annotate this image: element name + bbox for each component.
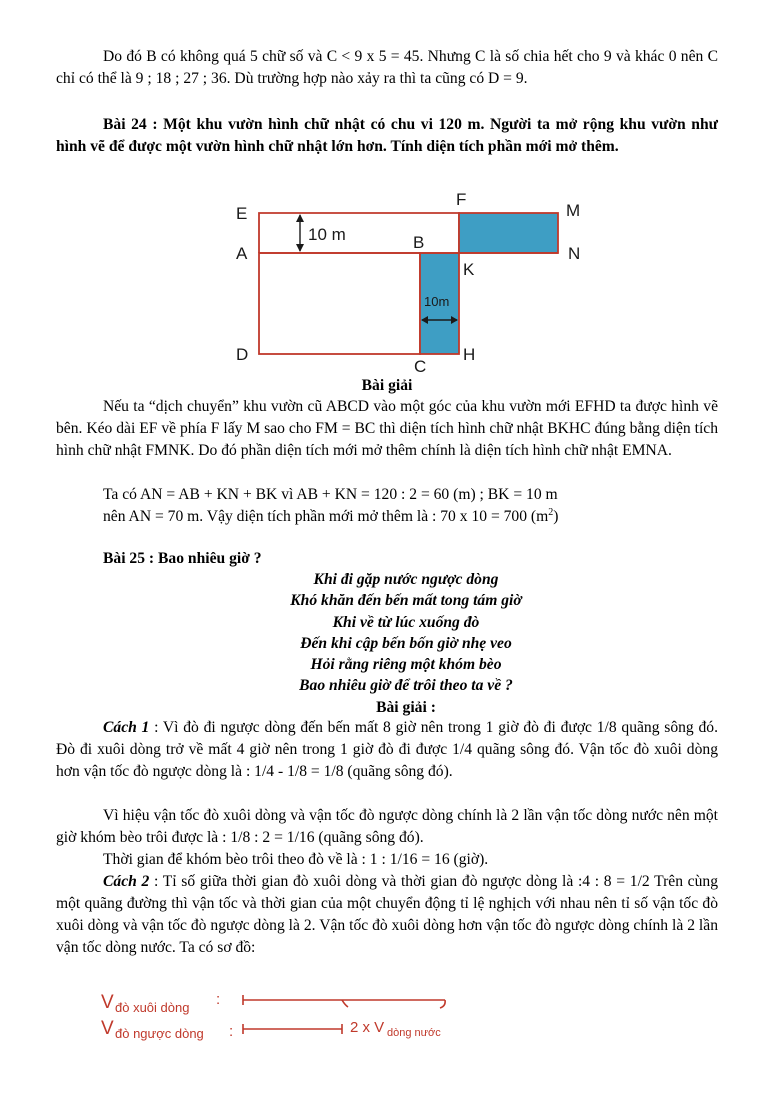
cach2-text: : Tỉ số giữa thời gian đò xuôi dòng và thời gian đò ngược dòng là :4 : 8 = 1/2 Trên cùng một quãng đường thì vận tốc và thời gian của một chuyển động tỉ lệ nghịch với nhau nên tỉ số vận tốc đò xuôi dòng và vận tốc đò ngược dòng là 2. Vận tốc đò xuôi dòng hơn vận tốc đò ngược dòng chính là 2 lần vận tốc dòng nước. Ta có sơ đồ: <box>56 873 718 956</box>
cach1-text: : Vì đò đi ngược dòng đến bến mất 8 giờ nên trong 1 giờ đò đi được 1/8 quãng sông đó. Đò đi xuôi dòng trở về mất 4 giờ nên trong 1 giờ đò đi được 1/4 quãng sông đó. Vận tốc đò xuôi dòng hơn vận tốc đò ngược dòng là : 1/4 - 1/8 = 1/8 (quãng sông đó). <box>56 719 718 780</box>
bai24-line3-text: nên AN = 70 m. Vậy diện tích phần mới mở thêm là : 70 x 10 = 700 (m <box>103 508 549 525</box>
label-f: F <box>456 190 467 209</box>
dim-top-label: 10 m <box>308 225 346 244</box>
label-m: M <box>566 201 581 220</box>
rect-abcd <box>259 253 420 354</box>
label-b: B <box>413 233 425 252</box>
v2-subscript: đò ngược dòng <box>115 1026 204 1041</box>
label-c: C <box>414 357 427 376</box>
bai25-cach1 <box>56 717 718 783</box>
cach2-label: Cách 2 <box>103 873 150 890</box>
poem-line: Khi về từ lúc xuống đò <box>332 613 480 631</box>
bai25-para-hieu: Vì hiệu vận tốc đò xuôi dòng và vận tốc đò ngược dòng chính là 2 lần vận tốc dòng nước nên một giờ khóm bèo trôi được là : 1/8 : 2 = 1/16 (quãng sông đó). <box>56 807 718 846</box>
poem-line: Khi đi gặp nước ngược dòng <box>313 571 499 588</box>
rect-efba <box>259 213 459 253</box>
label-k: K <box>463 260 475 279</box>
bai24-line3-sup: 2 <box>548 506 554 518</box>
diff-subscript: dòng nước <box>387 1027 441 1039</box>
v1-colon: : <box>216 991 221 1008</box>
dim-mid-label: 10m <box>424 294 450 309</box>
bai24-line3-close: ) <box>553 508 559 525</box>
bai24-title: Bài 24 : Một khu vườn hình chữ nhật có chu vi 120 m. Người ta mở rộng khu vườn như hình vẽ để được một vườn hình chữ nhật lớn hơn. Tính diện tích phần mới mở thêm. <box>56 116 718 155</box>
intro-paragraph: Do đó B có không quá 5 chữ số và C < 9 x 5 = 45. Nhưng C là số chia hết cho 9 và khác 0 nên C chỉ có thể là 9 ; 18 ; 27 ; 36. Dù trường hợp nào xảy ra thì ta cũng có D = 9. <box>56 48 718 87</box>
bai25-cach2 <box>56 871 718 959</box>
poem-line: Khó khăn đến bến mất tong tám giờ <box>290 592 522 610</box>
label-n: N <box>568 244 581 263</box>
label-a: A <box>236 244 248 263</box>
poem-line: Hỏi rằng riêng một khóm bèo <box>310 656 502 674</box>
bai24-line2: Ta có AN = AB + KN + BK vì AB + KN = 120 : 2 = 60 (m) ; BK = 10 m <box>103 486 558 503</box>
label-d: D <box>236 345 249 364</box>
garden-figure <box>220 186 600 386</box>
poem-line: Bao nhiêu giờ để trôi theo ta về ? <box>299 677 513 695</box>
v2-colon: : <box>229 1023 234 1040</box>
cach1-label: Cách 1 <box>103 719 150 736</box>
bai24-para1: Nếu ta “dịch chuyển” khu vườn cũ ABCD vào một góc của khu vườn mới EFHD ta được hình vẽ bên. Kéo dài EF về phía F lấy M sao cho FM = BC thì diện tích hình chữ nhật BKHC đúng bằng diện tích hình chữ nhật FMNK. Do đó phần diện tích mới mở thêm chính là diện tích hình chữ nhật EMNA. <box>56 398 718 459</box>
bai25-para-time: Thời gian để khóm bèo trôi theo đò về là : 1 : 1/16 = 16 (giờ). <box>103 851 489 868</box>
segment-xuoi <box>243 995 445 1008</box>
v1-symbol: V <box>101 992 114 1013</box>
label-h: H <box>463 345 476 364</box>
v2-symbol: V <box>101 1018 114 1039</box>
bai25-title: Bài 25 : Bao nhiêu giờ ? <box>103 550 262 567</box>
v1-subscript: đò xuôi dòng <box>115 1000 190 1015</box>
poem-line: Đến khi cập bến bốn giờ nhẹ veo <box>300 634 512 652</box>
segment-nguoc <box>243 1024 342 1034</box>
arrow-head-up <box>296 214 304 222</box>
bai25-solution-title: Bài giải : <box>376 698 436 716</box>
rect-fmnk <box>459 213 558 253</box>
velocity-diagram <box>90 985 470 1050</box>
label-e: E <box>236 204 248 223</box>
bai24-solution-title: Bài giải <box>361 377 413 394</box>
diff-label: 2 x V <box>350 1019 385 1036</box>
bai25-poem <box>56 569 756 718</box>
arrow-head-down <box>296 244 304 252</box>
bai24-line3 <box>56 506 718 528</box>
